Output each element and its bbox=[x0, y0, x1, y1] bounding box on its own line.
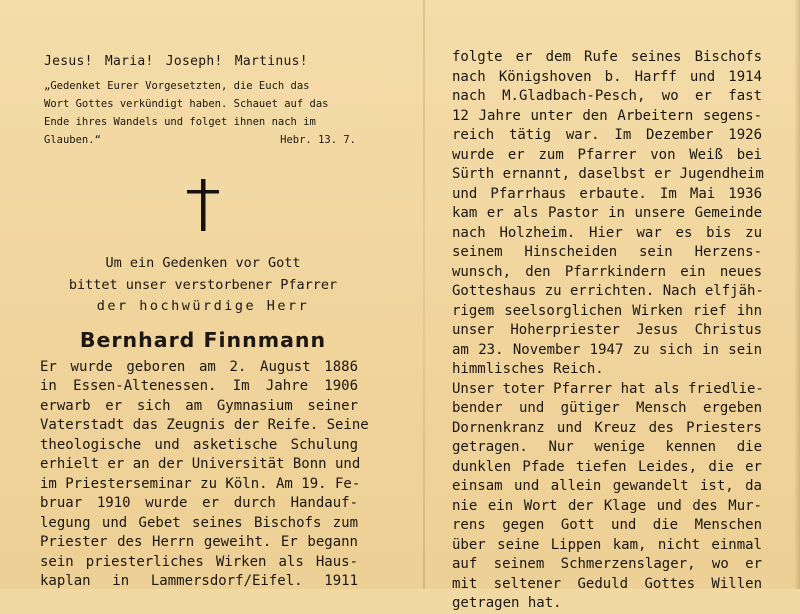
text-line: erhielt er an der Universität Bonn und bbox=[40, 456, 361, 472]
quote-line: Wort Gottes verkündigt haben. Schauet auf das bbox=[44, 98, 329, 110]
text-line: Priester des Herrn geweiht. Er begann bbox=[40, 534, 358, 550]
text-line: getragen hat. bbox=[452, 595, 562, 611]
biography-left bbox=[40, 358, 369, 592]
text-line: seinem Hinscheiden sein Herzens- bbox=[452, 244, 762, 260]
text-line: reich tätig war. Im Dezember 1926 bbox=[452, 127, 762, 143]
cross-icon bbox=[187, 179, 219, 231]
text-line: Gotteshaus zu errichten. Nach elfjäh- bbox=[452, 283, 764, 299]
card-edge-shadow bbox=[794, 0, 800, 589]
biography-right bbox=[452, 48, 762, 614]
text-line: 12 Jahre unter den Arbeitern segens- bbox=[452, 107, 762, 124]
text-line: nach Königshoven b. Harff und 1914 bbox=[452, 68, 762, 85]
text-line: legung und Gebet seines Bischofs zum bbox=[40, 514, 358, 531]
text-line: Unser toter Pfarrer hat als friedlie- bbox=[452, 380, 764, 397]
text-line: theologische und asketische Schulung bbox=[40, 436, 358, 453]
intro-line: der hochwürdige Herr bbox=[96, 298, 310, 314]
text-line: wurde er zum Pfarrer von Weiß bei bbox=[452, 146, 762, 163]
text-line: Sürth ernannt, daselbst er Jugendheim bbox=[452, 166, 764, 182]
text-line: nach M.Gladbach-Pesch, wo er fast bbox=[452, 88, 762, 104]
right-panel bbox=[452, 48, 764, 614]
text-line: rens gegen Gott und die Menschen bbox=[452, 517, 762, 533]
left-panel bbox=[40, 54, 369, 592]
quote-line: „Gedenket Eurer Vorgesetzten, die Euch das bbox=[44, 80, 310, 92]
text-line: folgte er dem Rufe seines Bischofs bbox=[452, 49, 762, 65]
text-line: himmlisches Reich. bbox=[452, 361, 604, 377]
text-line: am 23. November 1947 zu sich in sein bbox=[452, 341, 762, 358]
text-line: bruar 1910 wurde er durch Handauf- bbox=[40, 495, 358, 511]
fold-line bbox=[423, 0, 425, 589]
text-line: kaplan in Lammersdorf/Eifel. 1911 bbox=[40, 573, 358, 589]
text-line: dunklen Pfade tiefen Leides, die er bbox=[452, 458, 762, 475]
text-line: kam er als Pastor in unsere Gemeinde bbox=[452, 205, 762, 221]
quote-line: Ende ihres Wandels und folget ihnen nach im bbox=[44, 116, 316, 128]
text-line: bender und gütiger Mensch ergeben bbox=[452, 400, 762, 416]
deceased-name: Bernhard Finnmann bbox=[79, 327, 327, 352]
intro-line: bittet unser verstorbener Pfarrer bbox=[68, 276, 338, 293]
text-line: in Essen-Altenessen. Im Jahre 1906 bbox=[40, 378, 358, 394]
text-line: nach Holzheim. Hier war es bis zu bbox=[452, 224, 762, 241]
quote-source: Hebr. 13. 7. bbox=[280, 134, 356, 146]
text-line: erwarb er sich am Gymnasium seiner bbox=[40, 397, 358, 414]
remembrance-request bbox=[40, 253, 366, 318]
text-line: Vaterstadt das Zeugnis der Reife. Seine bbox=[40, 417, 369, 433]
text-line: Dornenkranz und Kreuz des Priesters bbox=[452, 419, 762, 436]
invocation-heading: Jesus! Maria! Joseph! Martinus! bbox=[44, 54, 308, 69]
text-line: mit seltener Geduld Gottes Willen bbox=[452, 575, 762, 592]
text-line: Er wurde geboren am 2. August 1886 bbox=[40, 358, 358, 375]
text-line: auf seinem Schmerzenslager, wo er bbox=[452, 556, 762, 572]
text-line: und Pfarrhaus erbaute. Im Mai 1936 bbox=[452, 185, 762, 202]
text-line: unser Hoherpriester Jesus Christus bbox=[452, 322, 762, 338]
scripture-quote bbox=[44, 77, 366, 149]
text-line: wunsch, den Pfarrkindern ein neues bbox=[452, 263, 762, 280]
text-line: im Priesterseminar zu Köln. Am 19. Fe- bbox=[40, 475, 361, 492]
text-line: über seine Lippen kam, nicht einmal bbox=[452, 536, 762, 553]
text-line: rigem seelsorglichen Wirken rief ihn bbox=[452, 302, 762, 319]
quote-line: Glauben.“ bbox=[44, 134, 101, 146]
text-line: sein priesterliches Wirken als Haus- bbox=[40, 553, 358, 570]
intro-line: Um ein Gedenken vor Gott bbox=[105, 255, 301, 271]
text-line: getragen. Nur wenige kennen die bbox=[452, 439, 762, 455]
quote-last-line bbox=[44, 131, 366, 149]
text-line: einsam und allein gewandelt ist, da bbox=[452, 478, 762, 494]
text-line: nie ein Wort der Klage und des Mur- bbox=[452, 497, 762, 514]
